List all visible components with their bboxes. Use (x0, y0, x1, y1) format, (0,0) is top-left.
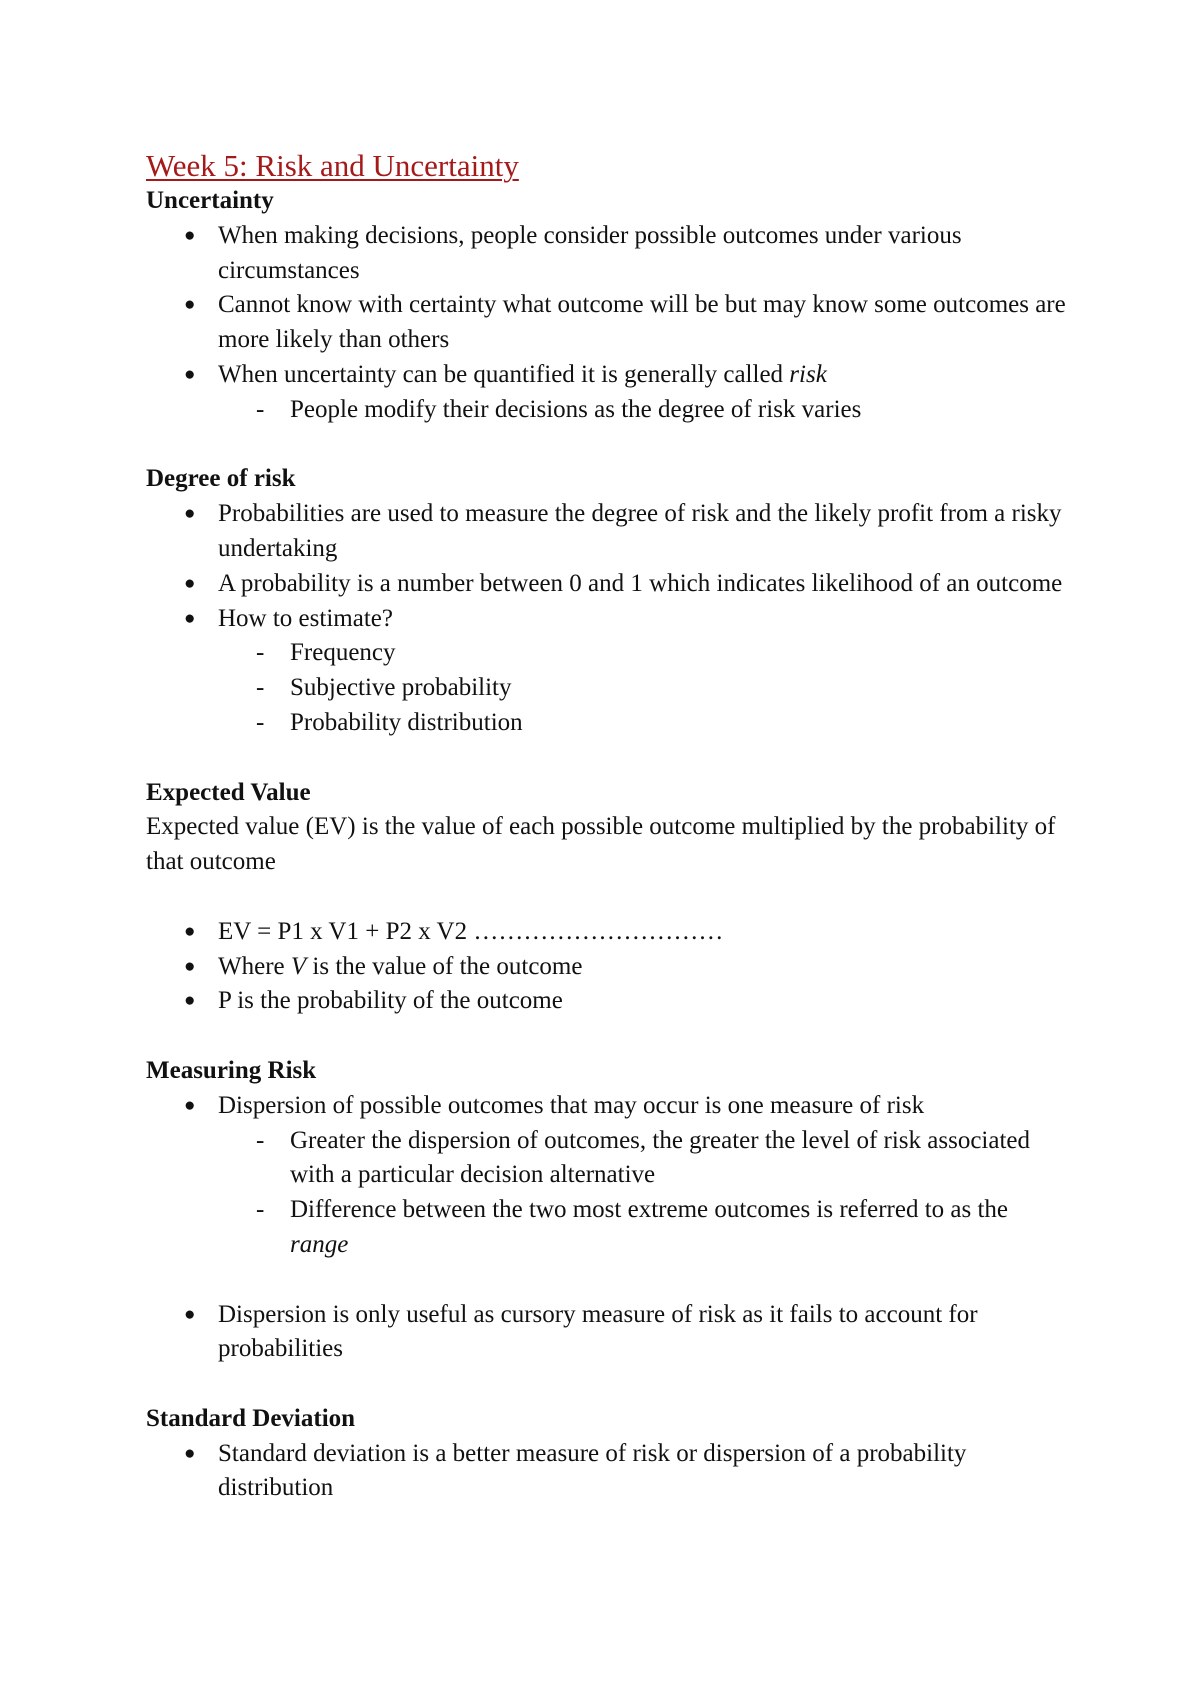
expected-list (146, 915, 1066, 1019)
dash-icon: - (256, 1126, 265, 1154)
section-heading-degree-of-risk: Degree of risk (146, 465, 296, 493)
list-item (146, 567, 1066, 602)
list-item-text: A probability is a number between 0 and 1 which indicates likelihood of an outcome (218, 569, 1063, 597)
list-item (146, 219, 1066, 289)
sub-list-item (218, 1193, 1066, 1263)
bullet-icon: ● (184, 503, 196, 525)
ev-formula: EV = P1 x V1 + P2 x V2 ………………………… (218, 917, 724, 945)
list-item (146, 358, 1066, 428)
bullet-icon: ● (184, 572, 196, 594)
measuring-list (146, 1089, 1066, 1263)
sub-list (218, 393, 1066, 428)
list-item (146, 950, 1066, 985)
sub-list-item (218, 671, 1066, 706)
list-item-text: Dispersion is only useful as cursory measure of risk as it fails to account for probabilities (218, 1300, 978, 1363)
page-title: Week 5: Risk and Uncertainty (146, 148, 519, 183)
bullet-icon: ● (184, 607, 196, 629)
dash-icon: - (256, 639, 265, 667)
list-item (146, 1089, 1066, 1263)
dash-icon: - (256, 674, 265, 702)
sub-list-item-text: Subjective probability (290, 674, 512, 702)
sub-list-item (218, 1124, 1066, 1194)
dash-icon: - (256, 708, 265, 736)
expected-value-definition: Expected value (EV) is the value of each possible outcome multiplied by the probability of that outcome (146, 813, 1056, 876)
degree-list (146, 497, 1066, 741)
list-item-text: Cannot know with certainty what outcome will be but may know some outcomes are more likely than others (218, 291, 1066, 354)
document-content (146, 146, 1066, 1506)
list-item-text: P is the probability of the outcome (218, 987, 563, 1015)
dash-icon: - (256, 395, 265, 423)
list-item-text: How to estimate? (218, 604, 393, 632)
sub-list (218, 636, 1066, 740)
sub-list (218, 1124, 1066, 1263)
section-heading-measuring-risk: Measuring Risk (146, 1056, 317, 1084)
bullet-icon: ● (184, 920, 196, 942)
sub-list-item-text: Greater the dispersion of outcomes, the greater the level of risk associated with a particular decision alternative (290, 1126, 1031, 1189)
sub-list-item-text: Frequency (290, 639, 396, 667)
section-heading-standard-deviation: Standard Deviation (146, 1404, 356, 1432)
uncertainty-list (146, 219, 1066, 428)
list-item-text: Dispersion of possible outcomes that may occur is one measure of risk (218, 1091, 925, 1119)
sub-list-item (218, 393, 1066, 428)
sub-list-item-text: Probability distribution (290, 708, 523, 736)
section-heading-expected-value: Expected Value (146, 778, 311, 806)
bullet-icon: ● (184, 1303, 196, 1325)
list-item-text: Where (218, 952, 291, 980)
list-item-text: When making decisions, people consider possible outcomes under various circumstances (218, 221, 962, 284)
list-item (146, 602, 1066, 741)
list-item-text: When uncertainty can be quantified it is generally called (218, 360, 790, 388)
sub-list-item-text: People modify their decisions as the degree of risk varies (290, 395, 862, 423)
list-item-text: Standard deviation is a better measure of risk or dispersion of a probability distribution (218, 1439, 967, 1502)
bullet-icon: ● (184, 294, 196, 316)
list-item (146, 915, 1066, 950)
stddev-list (146, 1437, 1066, 1507)
variable-v: V (290, 952, 307, 980)
list-item (146, 288, 1066, 358)
section-heading-uncertainty: Uncertainty (146, 187, 274, 214)
measuring-list-2 (146, 1298, 1066, 1368)
list-item (146, 1298, 1066, 1368)
bullet-icon: ● (184, 1094, 196, 1116)
bullet-icon: ● (184, 990, 196, 1012)
list-item-text: is the value of the outcome (306, 952, 583, 980)
term-risk: risk (789, 360, 827, 388)
bullet-icon: ● (184, 1442, 196, 1464)
list-item (146, 497, 1066, 567)
list-item (146, 984, 1066, 1019)
dash-icon: - (256, 1196, 265, 1224)
sub-list-item (218, 636, 1066, 671)
sub-list-item (218, 706, 1066, 741)
list-item (146, 1437, 1066, 1507)
bullet-icon: ● (184, 224, 196, 246)
sub-list-item-text: Difference between the two most extreme outcomes is referred to as the (290, 1196, 1009, 1224)
bullet-icon: ● (184, 955, 196, 977)
term-range: range (290, 1230, 349, 1258)
bullet-icon: ● (184, 363, 196, 385)
list-item-text: Probabilities are used to measure the degree of risk and the likely profit from a risky undertaking (218, 500, 1062, 562)
